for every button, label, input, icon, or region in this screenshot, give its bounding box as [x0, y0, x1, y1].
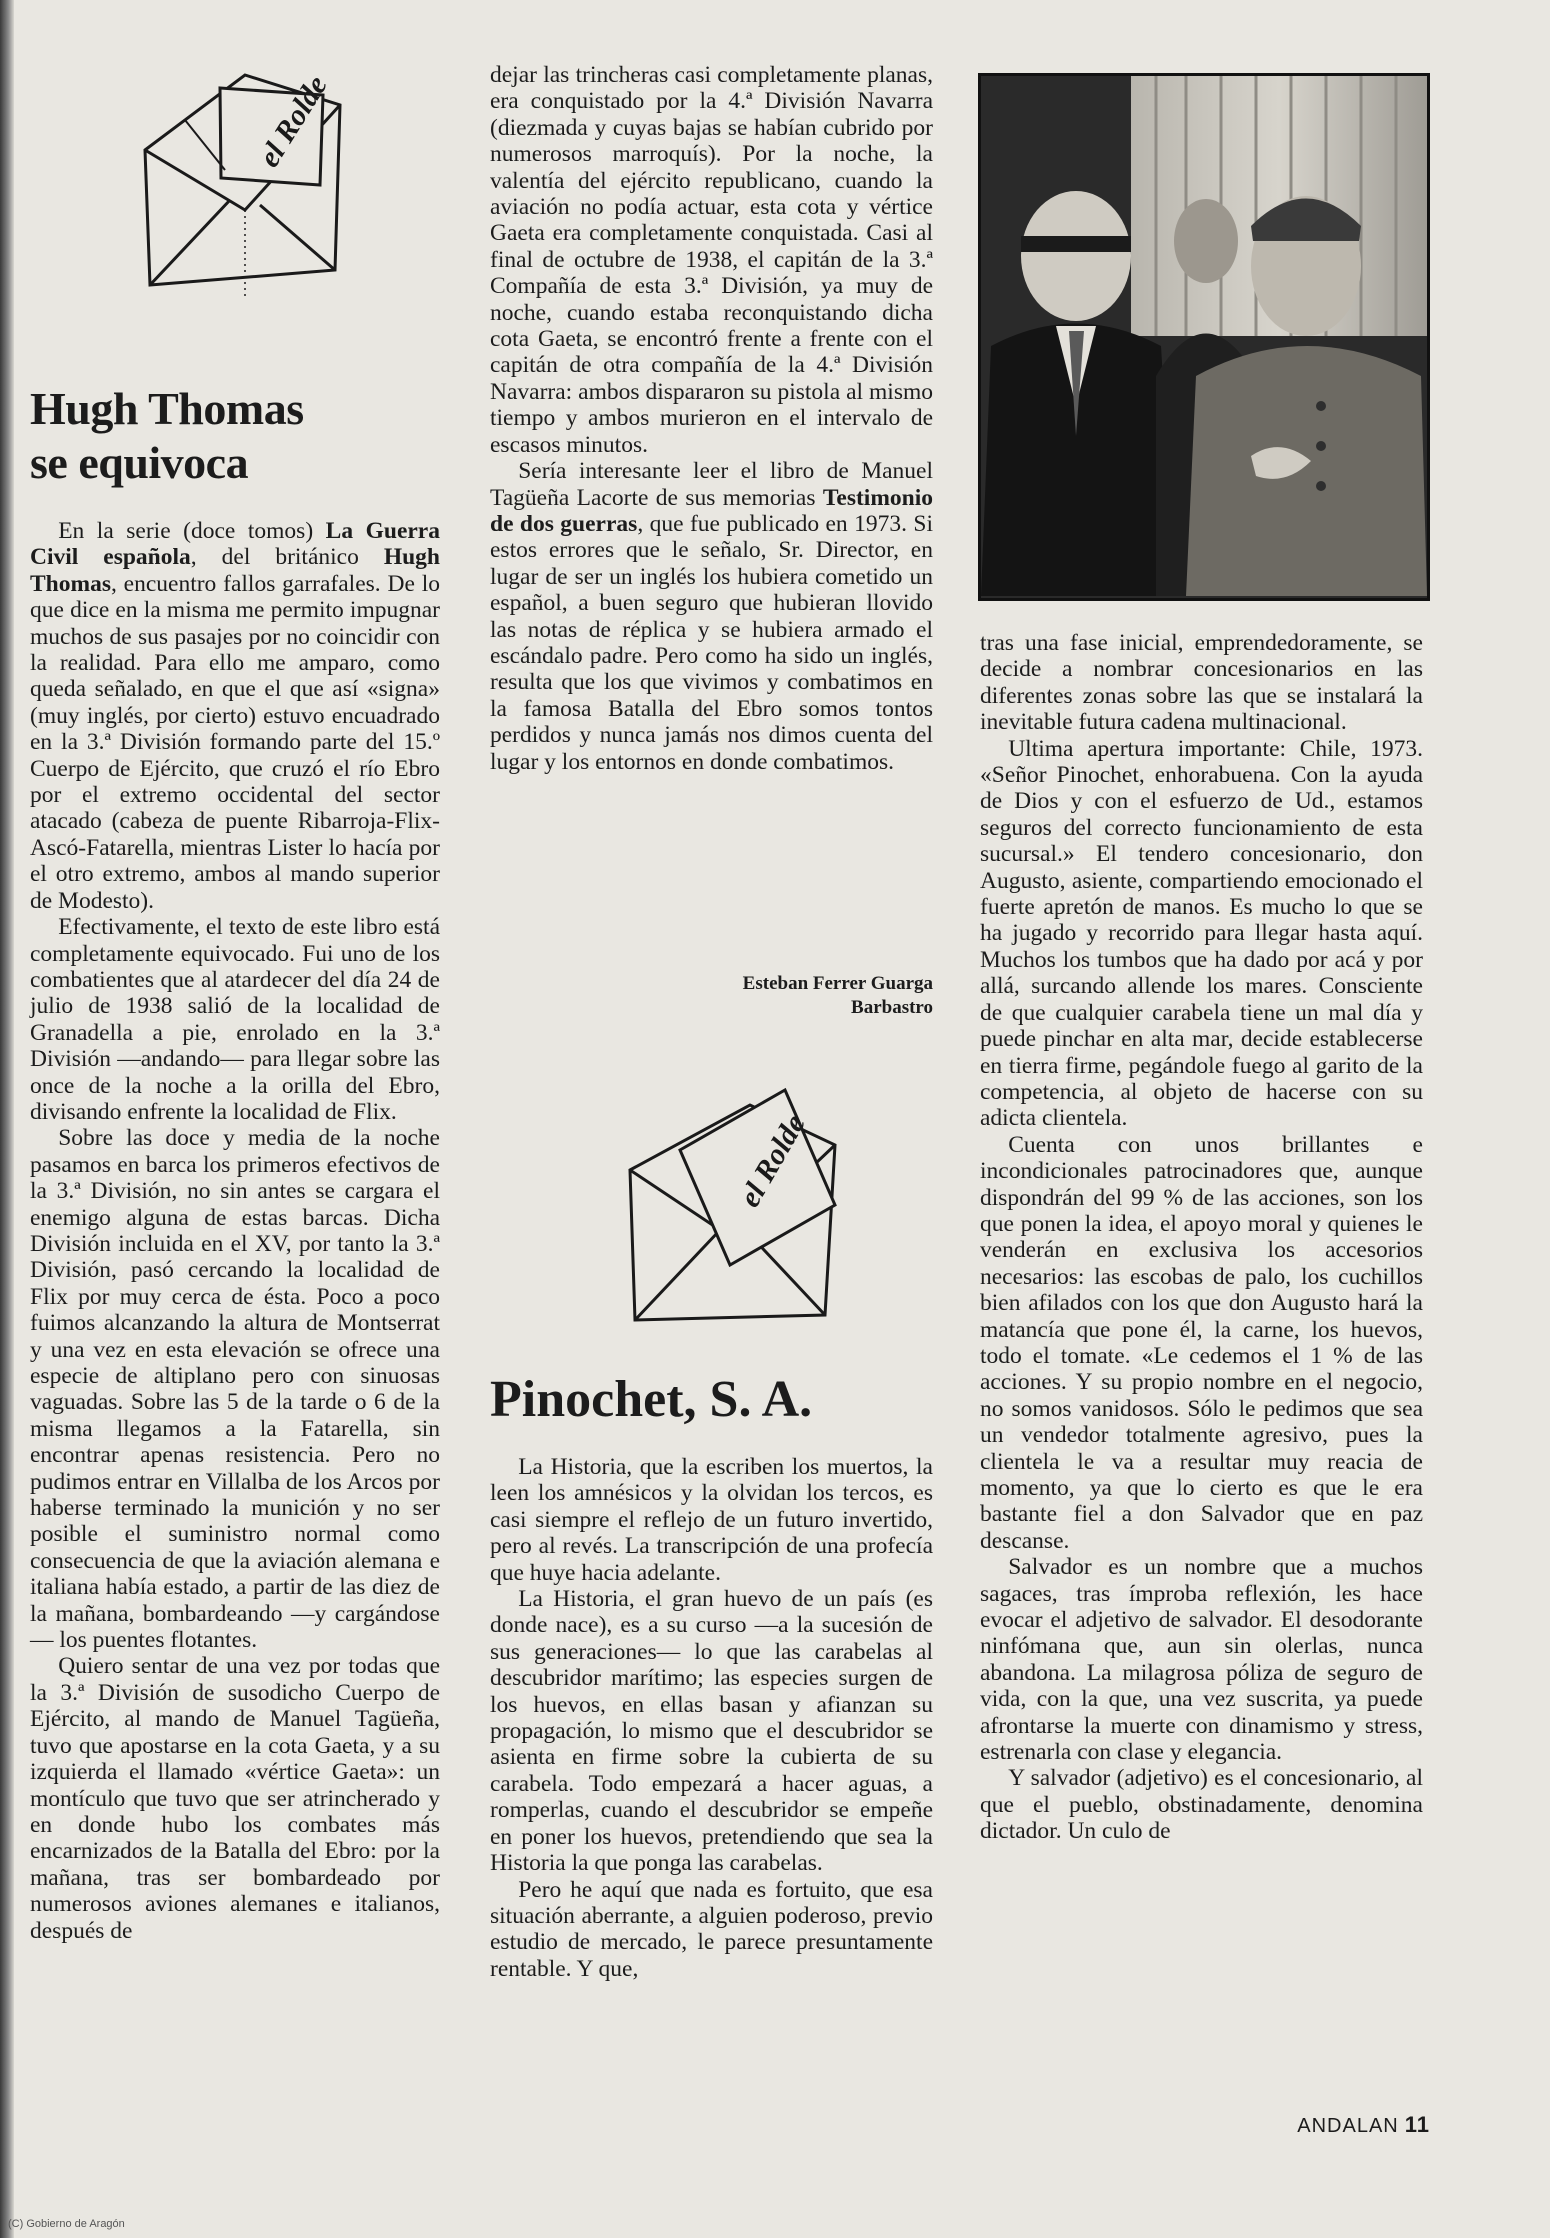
memoir-title: Testimonio de dos guerras: [490, 484, 933, 537]
article2-paragraph-3: Pero he aquí que nada es fortuito, que esa situación aberrante, a alguien poderoso, previo estudio de mercado, le parece presuntamente rentable. Y que,: [490, 1876, 933, 1982]
binding-edge: [0, 0, 14, 2238]
magazine-name: ANDALAN: [1297, 2115, 1399, 2137]
article2-title: Pinochet, S. A.: [490, 1371, 813, 1428]
stamp-label-2: el Rolde: [732, 1108, 812, 1213]
author-name: Hugh Thomas: [30, 544, 440, 597]
article2-body-col2: [490, 1454, 933, 1982]
signature-place: Barbastro: [851, 997, 933, 1018]
article1-paragraph-4: Quiero sentar de una vez por todas que la 3.ª División de susodicho Cuerpo de Ejército, al mando de Manuel Tagüeña, tuvo que apostarse en la cota Gaeta, y a su izquierda el llamado «vértice Gaeta»: un montículo que tuvo que ser atrincherado y en donde hubo los combates más encarnizados de la Batalla del Ebro: por la mañana, tras ser bombardeado por numerosos aviones alemanes e italianos, después de: [30, 1653, 440, 1944]
title-line-1: Hugh Thomas: [30, 383, 304, 434]
article2-paragraph-5: Ultima apertura importante: Chile, 1973. «Señor Pinochet, enhorabuena. Con la ayuda de Dios y con el esfuerzo de Ud., estamos seguros del correcto funcionamiento de esta sucursal.» El tendero concesionario, don Augusto, asiente, compartiendo emocionado el fuerte apretón de manos. Es mucho lo que se ha jugado y recorrido para llegar hasta aquí. Muchos los tumbos que ha dado por acá y por allá, surcando allende los mares. Consciente de que cualquier carabela tiene un mal día y puede pinchar en alta mar, decide establecerse en tierra firme, pegándole fuego al garito de la competencia, al objeto de hacerse con su adicta clientela.: [980, 735, 1423, 1132]
article2-body-col3: [980, 630, 1423, 1845]
signature-name: Esteban Ferrer Guarga: [742, 973, 933, 994]
article2-paragraph-8: Y salvador (adjetivo) es el concesionario, al que el pueblo, obstinadamente, denomina dictador. Un culo de: [980, 1765, 1423, 1845]
article1-paragraph-3: Sobre las doce y media de la noche pasamos en barca los primeros efectivos de la 3.ª División, no sin antes se cargara el enemigo alguna de estas barcas. Dicha División incluida en el XV, por tanto la 3.ª División, pasó cercando la localidad de Flix por muy cerca de ésta. Poco a poco fuimos alcanzando la altura de Montserrat y una vez en esta elevación se ofrece una especie de altiplano pero con sinuosas vaguadas. Sobre las 5 de la tarde o 6 de la misma llegamos a la Fatarella, sin encontrar apenas resistencia. Pero no pudimos entrar en Villalba de los Arcos por haberse terminado la munición y no ser posible el suministro normal como consecuencia de que la aviación alemana e italiana había estado, a partir de las diez de la mañana, bombardeando —y cargándose— los puentes flotantes.: [30, 1125, 440, 1654]
article2-paragraph-6: Cuenta con unos brillantes e incondicionales patrocinadores que, aunque dispondrán del 99 % de las acciones, son los que ponen la idea, el apoyo moral y quienes le venderán en exclusiva los accesorios necesarios: las escobas de palo, los cuchillos bien afilados con los que don Augusto hará la matancía que pone él, la carne, los huevos, todo el tomate. «Le cedemos el 1 % de las acciones. Y su propio nombre en el negocio, no somos vanidosos. Sólo le pedimos que sea un vendedor totalmente agresivo, pues la clientela le va a resultar muy reacia de momento, ya que lo cierto es que le era bastante fiel a don Salvador que en paz descanse.: [980, 1131, 1423, 1554]
article2-paragraph-2: La Historia, el gran huevo de un país (es donde nace), es a su curso —a la sucesión de sus generaciones— lo que las carabelas al descubridor marítimo; las especies surgen de los huevos, en ellas basan y afianzan su propagación, lo mismo que el descubridor se asienta en firme sobre la cubierta de su carabela. Todo empezará a hacer aguas, a romperlas, cuando el descubridor se empeñe en poner los huevos, pretendiendo que sea la Historia la que ponga las carabelas.: [490, 1586, 933, 1877]
article1-paragraph-1: En la serie (doce tomos) La Guerra Civil española, del británico Hugh Thomas, encuentro fallos garrafales. De lo que dice en la misma me permito impugnar muchos de sus pasajes por no coincidir con la realidad. Para ello me amparo, como queda señalado, en que el que así «signa» (muy inglés, por cierto) estuvo encuadrado en la 3.ª División formando parte del 15.º Cuerpo de Ejército, que cruzó el río Ebro por el extremo occidental del sector atacado (cabeza de puente Ribarroja-Flix-Ascó-Fatarella, mientras Lister lo hacía por el otro extremo, ambos al mando superior de Modesto).: [30, 518, 440, 914]
el-rolde-envelope-logo: [125, 60, 355, 325]
press-photo: [981, 76, 1427, 598]
book-title: La Guerra Civil española: [30, 518, 440, 571]
photo-kissinger-pinochet: [978, 73, 1430, 601]
archive-credit: (C) Gobierno de Aragón: [8, 2218, 125, 2230]
article2-paragraph-7: Salvador es un nombre que a muchos sagaces, tras ímproba reflexión, les hace evocar el adjetivo de salvador. El desodorante ninfómana que, aun sin olerlas, nunca abandona. La milagrosa póliza de seguro de vida, con la que, una vez suscrita, ya puede afrontarse la muerte con dinamismo y stress, estrenarla con clase y elegancia.: [980, 1554, 1423, 1766]
letter-signature: [490, 972, 933, 1020]
article1-paragraph-2: Efectivamente, el texto de este libro está completamente equivocado. Fui uno de los combatientes que al atardecer del día 24 de julio de 1938 salió de la localidad de Granadella a pie, enrolado en la 3.ª División —andando— para llegar sobre las once de la noche a la orilla del Ebro, divisando enfrente la localidad de Flix.: [30, 914, 440, 1125]
page-number: 11: [1404, 2112, 1430, 2137]
el-rolde-envelope-logo-2: [620, 1075, 850, 1340]
title-line-2: se equivoca: [30, 437, 249, 488]
article2-paragraph-1: La Historia, que la escriben los muertos, la leen los amnésicos y la olvidan los tercos, es casi siempre el reflejo de un futuro invertido, pero al revés. La transcripción de una profecía que huye hacia adelante.: [490, 1454, 933, 1586]
article1-body-col1: [30, 518, 440, 1944]
article1-title: [30, 382, 450, 490]
article2-paragraph-4: tras una fase inicial, emprendedoramente, se decide a nombrar concesionarios en las diferentes zonas sobre las que se instalará la inevitable futura cadena multinacional.: [980, 630, 1423, 736]
article1-body-col2: [490, 62, 933, 775]
article1-paragraph-5: dejar las trincheras casi completamente planas, era conquistado por la 4.ª División Navarra (diezmada y cuyas bajas se habían cubrido por numerosos marroquís). Por la noche, la valentía del ejército republicano, cuando la aviación no podía actuar, esta cota y vértice Gaeta era completamente conquistada. Casi al final de octubre de 1938, el capitán de la 3.ª Compañía de esta 3.ª División, ya muy de noche, cuando estaba reconquistando dicha cota Gaeta, se encontró frente a frente con el capitán de otra compañía de la 4.ª División Navarra: ambos dispararon su pistola al mismo tiempo y ambos murieron en el intervalo de escasos minutos.: [490, 62, 933, 458]
stamp-label: el Rolde: [252, 69, 334, 173]
page-footer: [1290, 2112, 1430, 2138]
article1-paragraph-6: Sería interesante leer el libro de Manuel Tagüeña Lacorte de sus memorias Testimonio de dos guerras, que fue publicado en 1973. Si estos errores que le señalo, Sr. Director, en lugar de ser un inglés los hubiera cometido un español, a buen seguro que hubieran llovido las notas de réplica y se hubiera armado el escándalo padre. Pero como ha sido un inglés, resulta que los que vivimos y combatimos en la famosa Batalla del Ebro somos tontos perdidos y nunca jamás nos dimos cuenta del lugar y los entornos en donde combatimos.: [490, 458, 933, 775]
